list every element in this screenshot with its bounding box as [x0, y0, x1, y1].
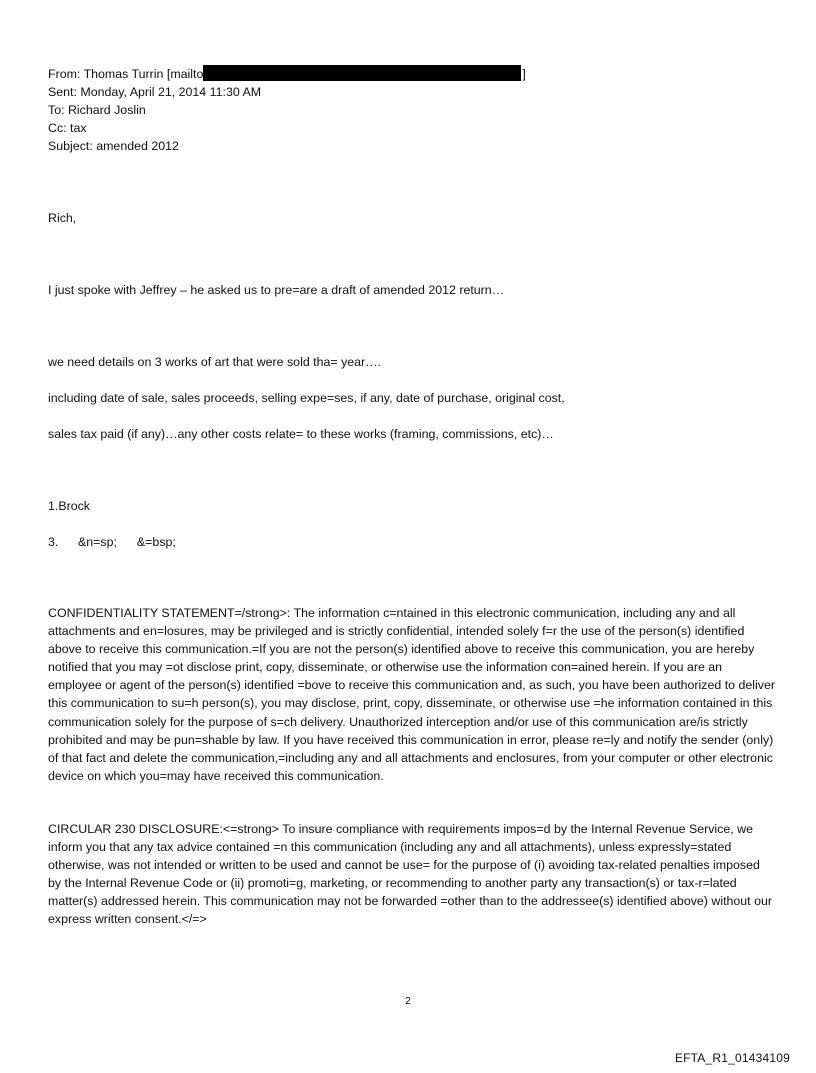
- to-line: To: Richard Joslin: [48, 103, 146, 117]
- sent-line: Sent: Monday, April 21, 2014 11:30 AM: [48, 85, 262, 99]
- redaction-bar: [203, 65, 521, 81]
- circular-230-disclosure: CIRCULAR 230 DISCLOSURE:<=strong> To insure compliance with requirements impos=d by the Internal Revenue Service, we inform you that any tax advice contained =n this communication (including any and all attachments), unless expressly=stated otherwise, was not intended or written to be used and cannot be use= for the purpose of (i) avoiding tax-related penalties imposed by the Internal Revenue Code or (ii) promoti=g, marketing, or recommending to another party any transaction(s) or tax-r=lated matter(s) addressed herein. This communication may not be forwarded =other than to the addressee(s) identified above) without our express written consent.</=>: [48, 822, 772, 927]
- bates-number: EFTA_R1_01434109: [674, 1051, 790, 1065]
- paragraph-works-of-art: we need details on 3 works of art that were sold tha= year….: [48, 355, 382, 369]
- greeting: Rich,: [48, 211, 77, 225]
- confidentiality-statement: CONFIDENTIALITY STATEMENT=/strong>: The information c=ntained in this electronic communication, including any and all attachments and en=losures, may be privileged and is strictly confidential, intended solely f=r the use of the person(s) identified above to receive this communication.=If you are not the person(s) identified above to receive this communication, you are hereby notified that you may =ot disclose print, copy, disseminate, or otherwise use the information con=ained herein. If you are an employee or agent of the person(s) identified =bove to receive this communication and, as such, you have been authorized to deliver this communication to su=h person(s), you may disclose, print, copy, disseminate, or otherwise use =he information contained in this communication solely for the purpose of s=ch delivery. Unauthorized interception and/or use of this communication are/is strictly prohibited and may be pun=shable by law. If you have received this communication in error, please re=ly and notify the sender (only) of that fact and delete the communication,=including any and all attachments and enclosures, from your computer or other electronic device on which you=may have received this communication.: [48, 606, 776, 783]
- from-line: [48, 65, 526, 83]
- paragraph-jeffrey: I just spoke with Jeffrey – he asked us to pre=are a draft of amended 2012 return…: [48, 283, 505, 297]
- paragraph-details: including date of sale, sales proceeds, selling expe=ses, if any, date of purchase, original cost,: [48, 391, 565, 405]
- list-item-3-entity-a: &n=sp;: [78, 535, 117, 549]
- email-header: [48, 65, 526, 155]
- list-item-3-number: 3.: [48, 535, 59, 549]
- from-bracket: ]: [522, 67, 526, 81]
- from-label: From: Thomas Turrin [mailto: [48, 67, 204, 81]
- page-number: 2: [405, 996, 411, 1007]
- list-item-3-entity-b: &=bsp;: [136, 535, 176, 549]
- cc-line: Cc: tax: [48, 121, 87, 135]
- list-item-1: 1.Brock: [48, 499, 91, 513]
- list-item-3: [48, 533, 176, 551]
- subject-line: Subject: amended 2012: [48, 139, 179, 153]
- paragraph-sales-tax: sales tax paid (if any)…any other costs relate= to these works (framing, commissions, etc)…: [48, 427, 554, 441]
